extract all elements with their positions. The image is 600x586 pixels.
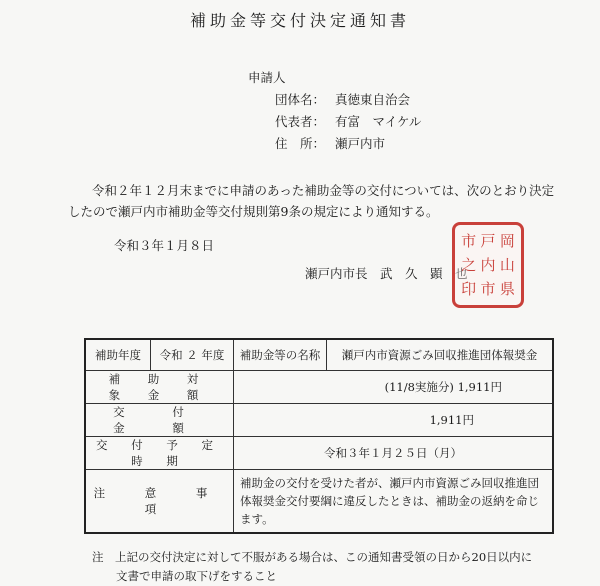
applicant-heading: 申請人 bbox=[248, 70, 286, 85]
target-value: (11/8実施分) 1,911円 bbox=[234, 371, 554, 404]
org-value: 真徳東自治会 bbox=[335, 92, 411, 107]
year-value: 令和 ２ 年度 bbox=[151, 339, 234, 371]
footnote bbox=[92, 548, 592, 586]
schedule-label: 交 付 予 定 時 期 bbox=[85, 437, 234, 470]
body-line-2: したので瀬戸内市補助金等交付規則第9条の規定により通知する。 bbox=[68, 204, 439, 219]
grant-table bbox=[84, 338, 554, 534]
table-row bbox=[85, 404, 553, 437]
signer-name: 瀬戸内市長 武 久 顕 也 bbox=[305, 266, 468, 281]
org-label: 団体名： bbox=[275, 92, 326, 107]
grant-label: 交 付 金 額 bbox=[85, 404, 234, 437]
footnote-line-1: 注 上記の交付決定に対して不服がある場合は、この通知書受領の日から20日以内に bbox=[92, 550, 533, 564]
table-row bbox=[85, 437, 553, 470]
footnote-line-2: 文書で申請の取下げをすること bbox=[116, 569, 277, 583]
addr-label: 住 所： bbox=[275, 136, 326, 151]
schedule-value: 令和３年１月２５日（月） bbox=[234, 437, 554, 470]
body-paragraph bbox=[68, 180, 562, 222]
caution-label: 注 意 事 項 bbox=[85, 470, 234, 534]
official-seal: 市 戸 岡 之 内 山 印 市 県 bbox=[452, 222, 524, 308]
grant-value: 1,911円 bbox=[234, 404, 554, 437]
name-label: 補助金等の名称 bbox=[234, 339, 327, 371]
document-title: 補助金等交付決定通知書 bbox=[189, 11, 410, 30]
caution-value: 補助金の交付を受けた者が、瀬戸内市資源ごみ回収推進団体報奨金交付要綱に違反したときは、補助金の返納を命じます。 bbox=[234, 470, 554, 534]
addr-value: 瀬戸内市 bbox=[335, 136, 386, 151]
body-line-1: 令和２年１２月末までに申請のあった補助金等の交付については、次のとおり決定 bbox=[92, 183, 555, 198]
rep-value: 有富 マイケル bbox=[335, 114, 422, 129]
table-row bbox=[85, 339, 553, 371]
target-label: 補 助 対 象 金 額 bbox=[85, 371, 234, 404]
name-value: 瀬戸内市資源ごみ回収推進団体報奨金 bbox=[327, 339, 554, 371]
table-row bbox=[85, 371, 553, 404]
year-label: 補助年度 bbox=[85, 339, 151, 371]
table-row bbox=[85, 470, 553, 534]
rep-label: 代表者： bbox=[275, 114, 326, 129]
issue-date: 令和３年１月８日 bbox=[114, 238, 215, 253]
